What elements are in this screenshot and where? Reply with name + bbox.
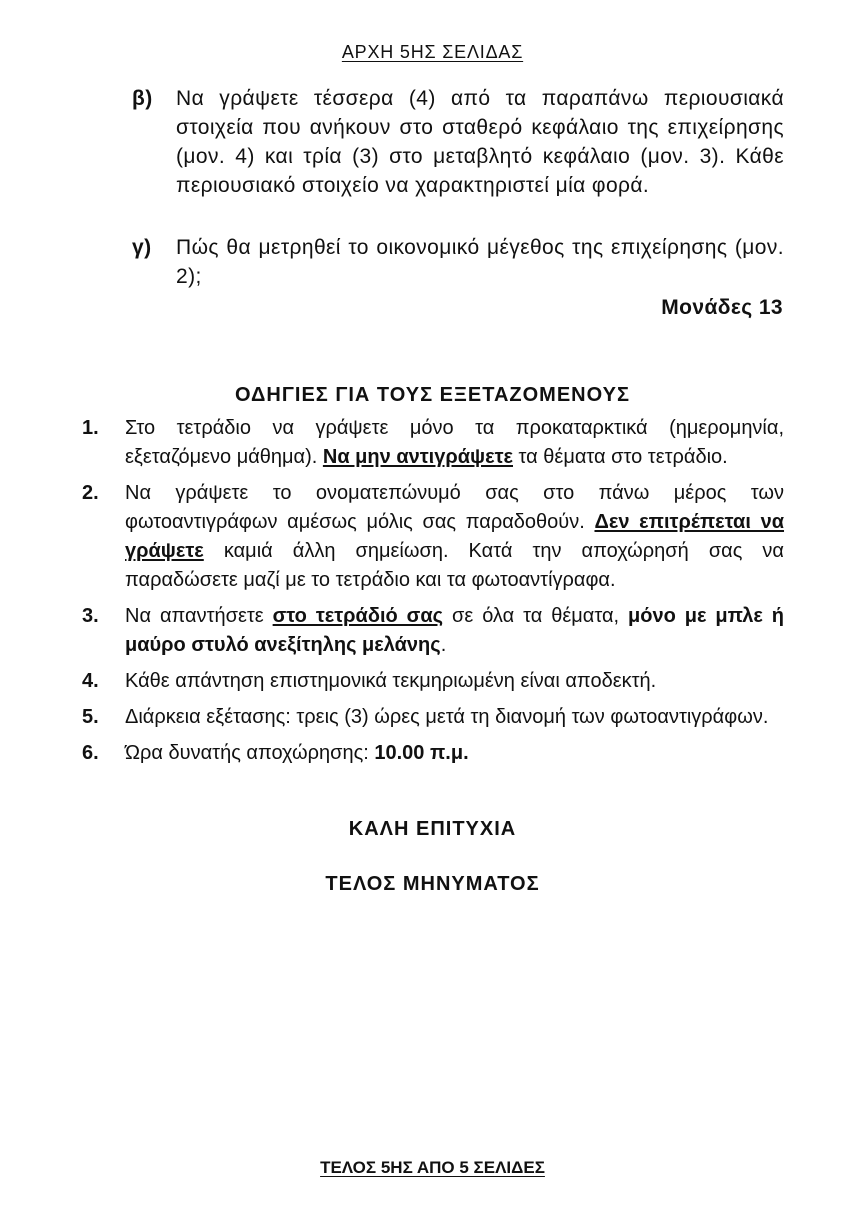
instruction-text-part: . <box>440 634 447 656</box>
instruction-text-part: τα θέματα στο τετράδιο. <box>513 446 728 468</box>
instruction-text <box>125 414 784 472</box>
question-beta <box>132 84 784 200</box>
instruction-number: 5. <box>82 706 99 728</box>
instruction-emphasis: στο τετράδιό σας <box>272 605 444 627</box>
instruction-bold: μόνο με μπλε ή μαύρο στυλό ανεξίτηλης μελάνης <box>125 605 785 656</box>
instruction-number: 4. <box>82 670 99 692</box>
instruction-text-part: Στο τετράδιο να γράψετε μόνο τα προκαταρκτικά (ημερομηνία, εξεταζόμενο μάθημα). <box>125 417 784 468</box>
instruction-number: 3. <box>82 605 99 627</box>
instruction-text-part: καμιά άλλη σημείωση. Κατά την αποχώρησή σας να παραδώσετε μαζί με το τετράδιο και τα φωτοαντίγραφα. <box>125 540 784 591</box>
question-text: Να γράψετε τέσσερα (4) από τα παραπάνω περιουσιακά στοιχεία που ανήκουν στο σταθερό κεφάλαιο της επιχείρησης (μον. 4) και τρία (3) στο μεταβλητό κεφάλαιο (μον. 3). Κάθε περιουσιακό στοιχείο να χαρακτηριστεί μία φορά. <box>176 87 784 197</box>
instruction-text-part: σε όλα τα θέματα, <box>443 605 629 627</box>
question-text: Πώς θα μετρηθεί το οικονομικό μέγεθος της επιχείρησης (μον. 2); <box>176 236 784 288</box>
page-start-header: ΑΡΧΗ 5ΗΣ ΣΕΛΙΔΑΣ <box>341 42 524 62</box>
instruction-item-6 <box>82 739 784 768</box>
instructions-title: ΟΔΗΓΙΕΣ ΓΙΑ ΤΟΥΣ ΕΞΕΤΑΖΟΜΕΝΟΥΣ <box>235 384 630 406</box>
instruction-text-part: Να γράψετε το ονοματεπώνυμό σας στο πάνω μέρος των φωτοαντιγράφων αμέσως μόλις σας παραδοθούν. <box>125 482 784 533</box>
instruction-item-4 <box>82 667 784 696</box>
instruction-text <box>125 479 784 595</box>
instruction-item-2 <box>82 479 784 595</box>
instruction-text <box>125 703 784 732</box>
instruction-text-part: Να απαντήσετε <box>125 605 273 627</box>
instruction-text-part: Ώρα δυνατής αποχώρησης: <box>125 742 375 764</box>
instruction-item-5 <box>82 703 784 732</box>
instructions-list <box>82 414 784 775</box>
end-of-message-text: ΤΕΛΟΣ ΜΗΝΥΜΑΤΟΣ <box>325 873 540 895</box>
instruction-emphasis: Δεν επιτρέπεται να γράψετε <box>125 511 785 562</box>
instruction-text <box>125 602 784 660</box>
instruction-emphasis: Να μην αντιγράψετε <box>322 446 513 468</box>
question-label: γ) <box>132 236 152 259</box>
instruction-number: 6. <box>82 742 99 764</box>
page-end-footer: ΤΕΛΟΣ 5ΗΣ ΑΠΟ 5 ΣΕΛΙΔΕΣ <box>320 1158 545 1177</box>
instruction-item-3 <box>82 602 784 660</box>
instruction-number: 1. <box>82 417 99 439</box>
instruction-text-part: Διάρκεια εξέτασης: τρεις (3) ώρες μετά τη διανομή των φωτοαντιγράφων. <box>125 706 769 728</box>
instruction-bold: 10.00 π.μ. <box>374 742 469 764</box>
question-label: β) <box>132 87 153 110</box>
instruction-number: 2. <box>82 482 99 504</box>
good-luck-text: ΚΑΛΗ ΕΠΙΤΥΧΙΑ <box>348 818 517 840</box>
marks-total: Μονάδες 13 <box>661 296 783 319</box>
instruction-text <box>125 667 784 696</box>
question-gamma <box>132 233 784 291</box>
instruction-text-part: Κάθε απάντηση επιστημονικά τεκμηριωμένη είναι αποδεκτή. <box>125 670 657 692</box>
instruction-item-1 <box>82 414 784 472</box>
instruction-text <box>125 739 784 768</box>
